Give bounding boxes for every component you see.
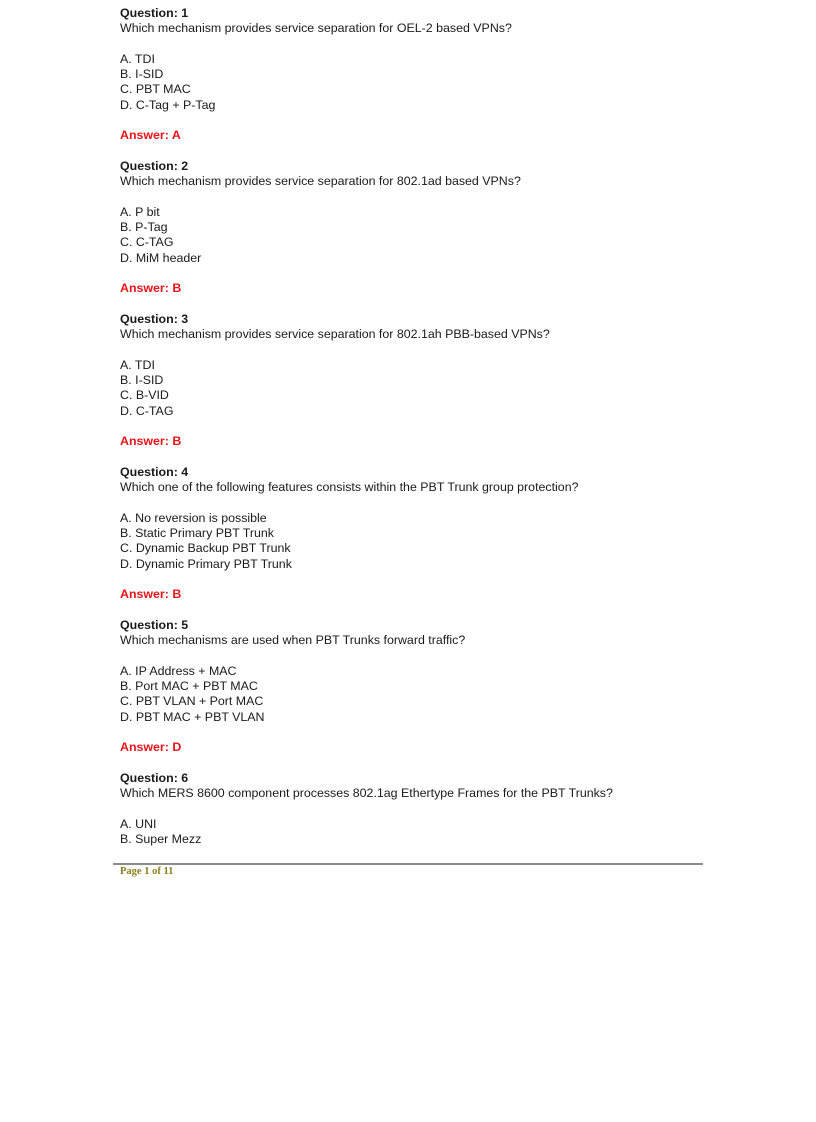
question-text: Which one of the following features consists within the PBT Trunk group protection? <box>120 480 579 495</box>
option-d: D. C-Tag + P-Tag <box>120 97 216 112</box>
option-a: A. No reversion is possible <box>120 510 267 525</box>
option-c: C. C-TAG <box>120 235 174 250</box>
option-d: D. PBT MAC + PBT VLAN <box>120 709 265 724</box>
option-b: B. P-Tag <box>120 220 168 235</box>
question-text: Which MERS 8600 component processes 802.1ag Ethertype Frames for the PBT Trunks? <box>120 786 613 801</box>
question-label: Question: 1 <box>120 6 189 20</box>
answer-label: Answer: A <box>120 128 181 143</box>
question-label: Question: 4 <box>120 464 189 479</box>
question-block <box>120 312 700 465</box>
question-block <box>120 465 700 618</box>
option-b: B. Port MAC + PBT MAC <box>120 679 258 694</box>
option-a: A. UNI <box>120 816 157 831</box>
page-number: Page 1 of 11 <box>120 866 174 877</box>
answer-label: Answer: D <box>120 740 182 755</box>
answer-label: Answer: B <box>120 434 182 449</box>
option-c: C. PBT VLAN + Port MAC <box>120 694 264 709</box>
option-b: B. I-SID <box>120 373 164 388</box>
question-text: Which mechanisms are used when PBT Trunks forward traffic? <box>120 633 466 648</box>
question-block <box>120 6 700 159</box>
option-c: C. B-VID <box>120 388 169 403</box>
option-a: A. TDI <box>120 357 155 372</box>
option-a: A. P bit <box>120 204 160 219</box>
option-b: B. I-SID <box>120 67 164 82</box>
answer-label: Answer: B <box>120 281 182 296</box>
question-block <box>120 618 700 771</box>
question-list <box>120 6 700 847</box>
option-d: D. MiM header <box>120 250 202 265</box>
question-label: Question: 6 <box>120 770 189 785</box>
option-a: A. TDI <box>120 51 155 66</box>
option-b: B. Static Primary PBT Trunk <box>120 526 275 541</box>
option-d: D. Dynamic Primary PBT Trunk <box>120 556 292 571</box>
question-text: Which mechanism provides service separation for 802.1ad based VPNs? <box>120 174 521 189</box>
option-a: A. IP Address + MAC <box>120 663 237 678</box>
question-block <box>120 771 700 847</box>
option-c: C. Dynamic Backup PBT Trunk <box>120 541 291 556</box>
question-label: Question: 3 <box>120 311 189 326</box>
question-text: Which mechanism provides service separation for OEL-2 based VPNs? <box>120 21 512 36</box>
question-text: Which mechanism provides service separation for 802.1ah PBB-based VPNs? <box>120 327 550 342</box>
answer-label: Answer: B <box>120 587 182 602</box>
question-label: Question: 2 <box>120 158 189 173</box>
question-block <box>120 159 700 312</box>
option-c: C. PBT MAC <box>120 82 191 97</box>
option-d: D. C-TAG <box>120 403 174 418</box>
question-label: Question: 5 <box>120 617 189 632</box>
option-b: B. Super Mezz <box>120 832 202 847</box>
footer-rule <box>113 863 703 865</box>
